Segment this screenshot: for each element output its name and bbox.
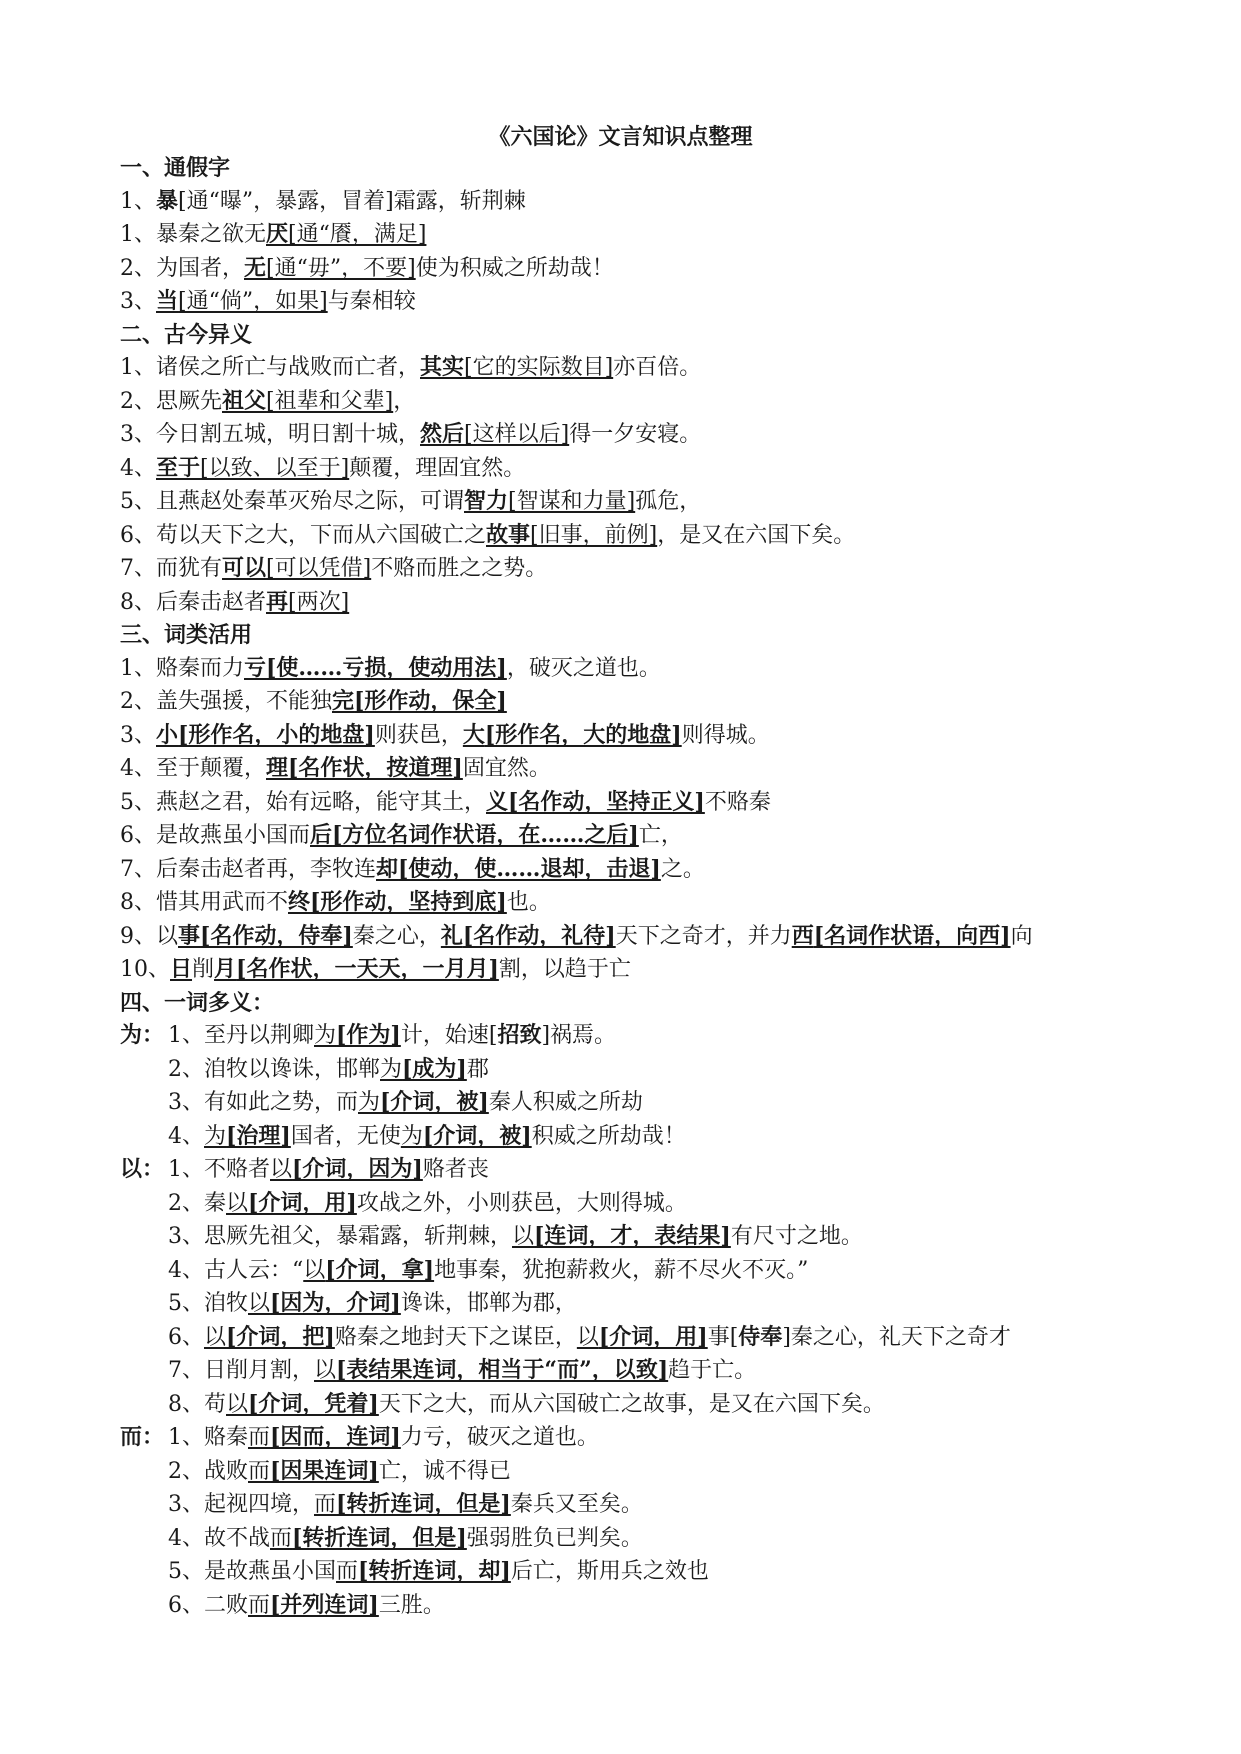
- section-heading: 二、古今异义: [120, 321, 253, 348]
- list-item: 5、且燕赵处秦革灭殆尽之际，可谓智力[智谋和力量]孤危，: [120, 488, 702, 514]
- polysemy-group-er: [120, 1421, 1140, 1622]
- list-item: 以： 1、不赂者以[介词，因为]赂者丧: [120, 1156, 489, 1182]
- section-heading: 一、通假字: [120, 155, 231, 181]
- list-item: 6、二败而[并列连词]三胜。: [168, 1591, 445, 1618]
- page-title: 《六国论》文言知识点整理: [488, 124, 753, 150]
- list-item: 2、洎牧以谗诛，邯郸为[成为]郡: [168, 1055, 489, 1082]
- section-heading: 四、一词多义：: [120, 989, 275, 1016]
- document-body: [120, 152, 1140, 1622]
- polysemy-group-wei: [120, 1019, 1140, 1153]
- list-item: 2、为国者，无[通“毋”，不要]使为积威之所劫哉！: [120, 254, 614, 281]
- list-item: 3、小[形作名，小的地盘]则获邑，大[形作名，大的地盘]则得城。: [120, 721, 770, 748]
- list-item: 8、苟以[介词，凭着]天下之大，而从六国破亡之故事，是又在六国下矣。: [168, 1390, 885, 1417]
- list-item: 9、以事[名作动，侍奉]秦之心，礼[名作动，礼待]天下之奇才，并力西[名词作状语，向西]向: [120, 922, 1033, 949]
- list-item: 7、而犹有可以[可以凭借]不赂而胜之之势。: [120, 555, 548, 581]
- list-item: 2、战败而[因果连词]亡，诚不得已: [168, 1457, 511, 1484]
- list-item: 3、起视四境，而[转折连词，但是]秦兵又至矣。: [168, 1491, 643, 1517]
- list-item: 3、当[通“倘”，如果]与秦相较: [120, 288, 416, 314]
- list-item: 为： 1、至丹以荆卿为[作为]计，始速[招致]祸焉。: [120, 1022, 617, 1048]
- list-item: 4、至于[以致、以至于]颠覆，理固宜然。: [120, 454, 526, 481]
- list-item: 3、思厥先祖父，暴霜露，斩荆棘，以[连词，才，表结果]有尺寸之地。: [168, 1223, 863, 1249]
- list-item: 3、有如此之势，而为[介词，被]秦人积威之所劫: [168, 1089, 643, 1115]
- list-item: 4、为[治理]国者，无使为[介词，被]积威之所劫哉！: [168, 1122, 686, 1149]
- list-item: 2、秦以[介词，用]攻战之外，小则获邑，大则得城。: [168, 1189, 687, 1216]
- list-item: 6、以[介词，把]赂秦之地封天下之谋臣，以[介词，用]事[侍奉]秦之心，礼天下之奇才: [168, 1323, 1011, 1350]
- list-item: 10、日削月[名作状，一天天，一月月]割，以趋于亡: [120, 956, 631, 982]
- list-item: 5、洎牧以[因为，介词]谗诛，邯郸为郡，: [168, 1290, 577, 1316]
- list-item: 6、是故燕虽小国而后[方位名词作状语，在……之后]亡，: [120, 822, 683, 848]
- section-heading: 三、词类活用: [120, 622, 253, 648]
- list-item: 4、至于颠覆，理[名作状，按道理]固宜然。: [120, 755, 551, 781]
- polysemy-group-yi: [120, 1153, 1140, 1421]
- list-item: 6、苟以天下之大，下而从六国破亡之故事[旧事，前例]，是又在六国下矣。: [120, 521, 856, 548]
- list-item: 4、故不战而[转折连词，但是]强弱胜负已判矣。: [168, 1524, 643, 1551]
- list-item: 8、后秦击赵者再[两次]: [120, 588, 350, 615]
- list-item: 3、今日割五城，明日割十城，然后[这样以后]得一夕安寝。: [120, 421, 702, 447]
- list-item: 1、暴[通“曝”，暴露，冒着]霜露，斩荆棘: [120, 187, 526, 214]
- list-item: 1、诸侯之所亡与战败而亡者，其实[它的实际数目]亦百倍。: [120, 354, 702, 380]
- list-item: 2、思厥先祖父[祖辈和父辈]，: [120, 387, 416, 414]
- list-item: 8、惜其用武而不终[形作动，坚持到底]也。: [120, 889, 551, 915]
- list-item: 2、盖失强援，不能独完[形作动，保全]: [120, 688, 507, 714]
- list-item: 7、日削月割，以[表结果连词，相当于“而”，以致]趋于亡。: [168, 1357, 757, 1383]
- list-item: 5、是故燕虽小国而[转折连词，却]后亡，斯用兵之效也: [168, 1558, 709, 1584]
- list-item: 5、燕赵之君，始有远略，能守其土，义[名作动，坚持正义]不赂秦: [120, 788, 771, 815]
- list-item: 4、古人云：“以[介词，拿]地事秦，犹抱薪救火，薪不尽火不灭。”: [168, 1256, 809, 1283]
- list-item: 1、暴秦之欲无厌[通“餍，满足]: [120, 221, 427, 247]
- list-item: 而： 1、赂秦而[因而，连词]力亏，破灭之道也。: [120, 1424, 599, 1450]
- list-item: 7、后秦击赵者再，李牧连却[使动，使……退却，击退]之。: [120, 855, 705, 882]
- list-item: 1、赂秦而力亏[使……亏损，使动用法]，破灭之道也。: [120, 654, 661, 681]
